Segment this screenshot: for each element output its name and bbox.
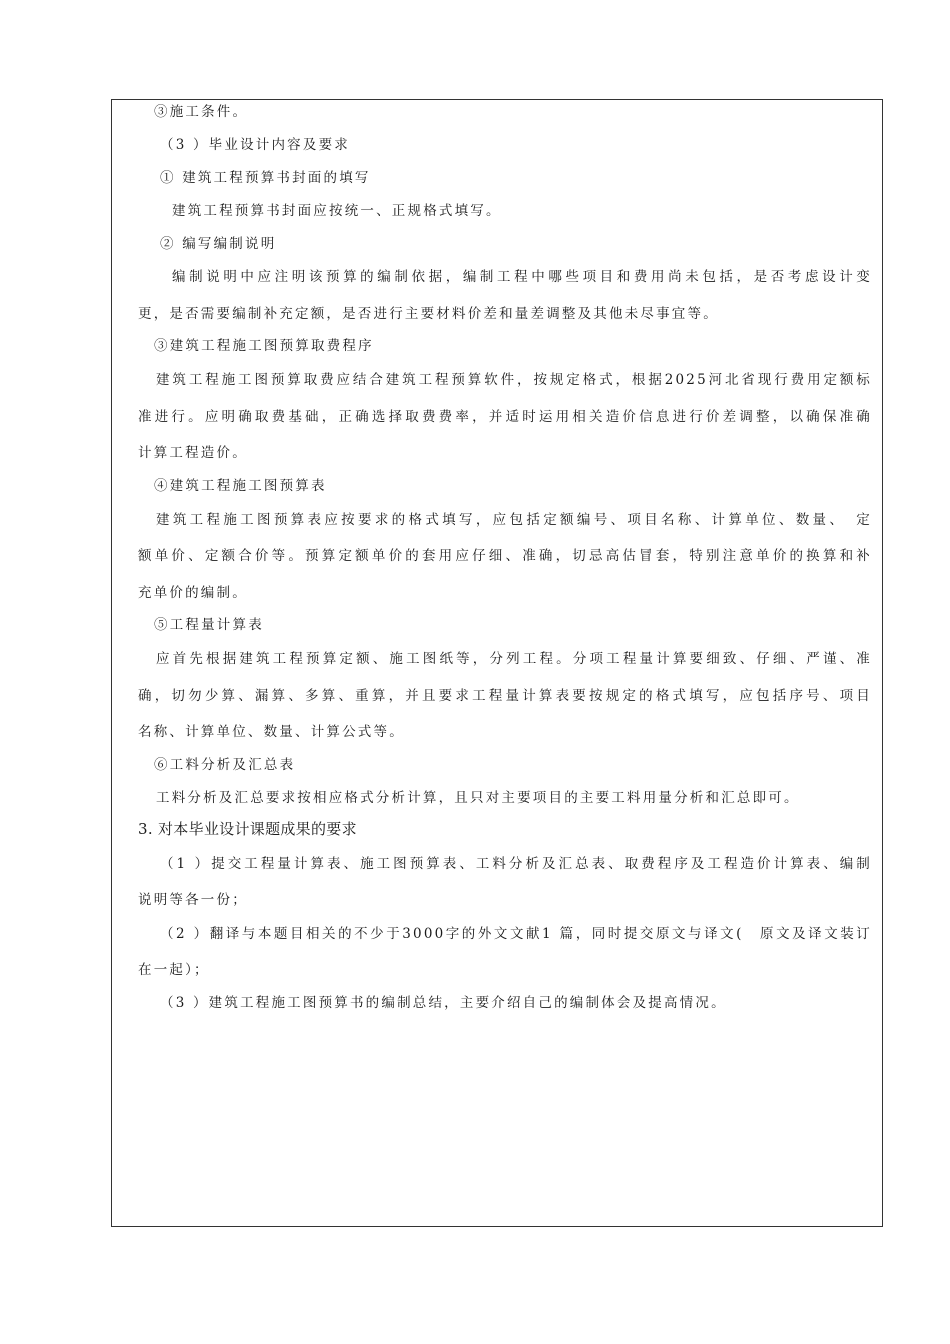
paragraph-line: 确，切勿少算、漏算、多算、重算，并且要求工程量计算表要按规定的格式填写，应包括序号、项目 [138,688,872,704]
item-material-analysis-heading: ⑥工料分析及汇总表 [154,757,296,773]
item-fee-procedure-heading: ③建筑工程施工图预算取费程序 [154,338,374,354]
paragraph-line: 在一起）； [138,962,210,978]
paragraph-line: 说明等各一份； [138,892,248,908]
paragraph-line: 额单价、定额合价等。预算定额单价的套用应仔细、准确，切忌高估冒套，特别注意单价的换算和补 [138,548,872,564]
paragraph-line: 建筑工程施工图预算表应按要求的格式填写，应包括定额编号、项目名称、计算单位、数量、 定 [156,512,872,528]
paragraph-line: （3 ）建筑工程施工图预算书的编制总结，主要介绍自己的编制体会及提高情况。 [160,995,727,1011]
section-heading-content: （3 ）毕业设计内容及要求 [160,137,350,153]
item-quantity-table-heading: ⑤工程量计算表 [154,617,264,633]
paragraph-line: 准进行。应明确取费基础，正确选择取费费率，并适时运用相关造价信息进行价差调整，以确保准确 [138,409,872,425]
paragraph-line: 充单价的编制。 [138,585,248,601]
paragraph-line: 应首先根据建筑工程预算定额、施工图纸等，分列工程。分项工程量计算要细致、仔细、严谨、准 [156,651,872,667]
paragraph-line: 编制说明中应注明该预算的编制依据，编制工程中哪些项目和费用尚未包括，是否考虑设计变 [172,269,872,285]
paragraph-line: （2 ）翻译与本题目相关的不少于3000字的外文文献1 篇，同时提交原文与译文( 原文及译文装订 [160,926,872,942]
paragraph-line: 计算工程造价。 [138,445,248,461]
paragraph-line: 建筑工程施工图预算取费应结合建筑工程预算软件，按规定格式，根据2025河北省现行费用定额标 [156,372,872,388]
section-heading-results: 3. 对本毕业设计课题成果的要求 [138,820,357,838]
paragraph-line: 工料分析及汇总要求按相应格式分析计算，且只对主要项目的主要工料用量分析和汇总即可。 [156,790,800,806]
paragraph-line: 名称、计算单位、数量、计算公式等。 [138,724,405,740]
item-cover-heading: ① 建筑工程预算书封面的填写 [160,170,371,186]
item-construction-conditions: ③施工条件。 [154,104,249,120]
item-budget-table-heading: ④建筑工程施工图预算表 [154,478,327,494]
paragraph-line: 建筑工程预算书封面应按统一、正规格式填写。 [172,203,502,219]
item-notes-heading: ② 编写编制说明 [160,236,277,252]
paragraph-line: 更，是否需要编制补充定额，是否进行主要材料价差和量差调整及其他未尽事宜等。 [138,306,719,322]
paragraph-line: （1 ）提交工程量计算表、施工图预算表、工料分析及汇总表、取费程序及工程造价计算表、编制 [160,856,872,872]
